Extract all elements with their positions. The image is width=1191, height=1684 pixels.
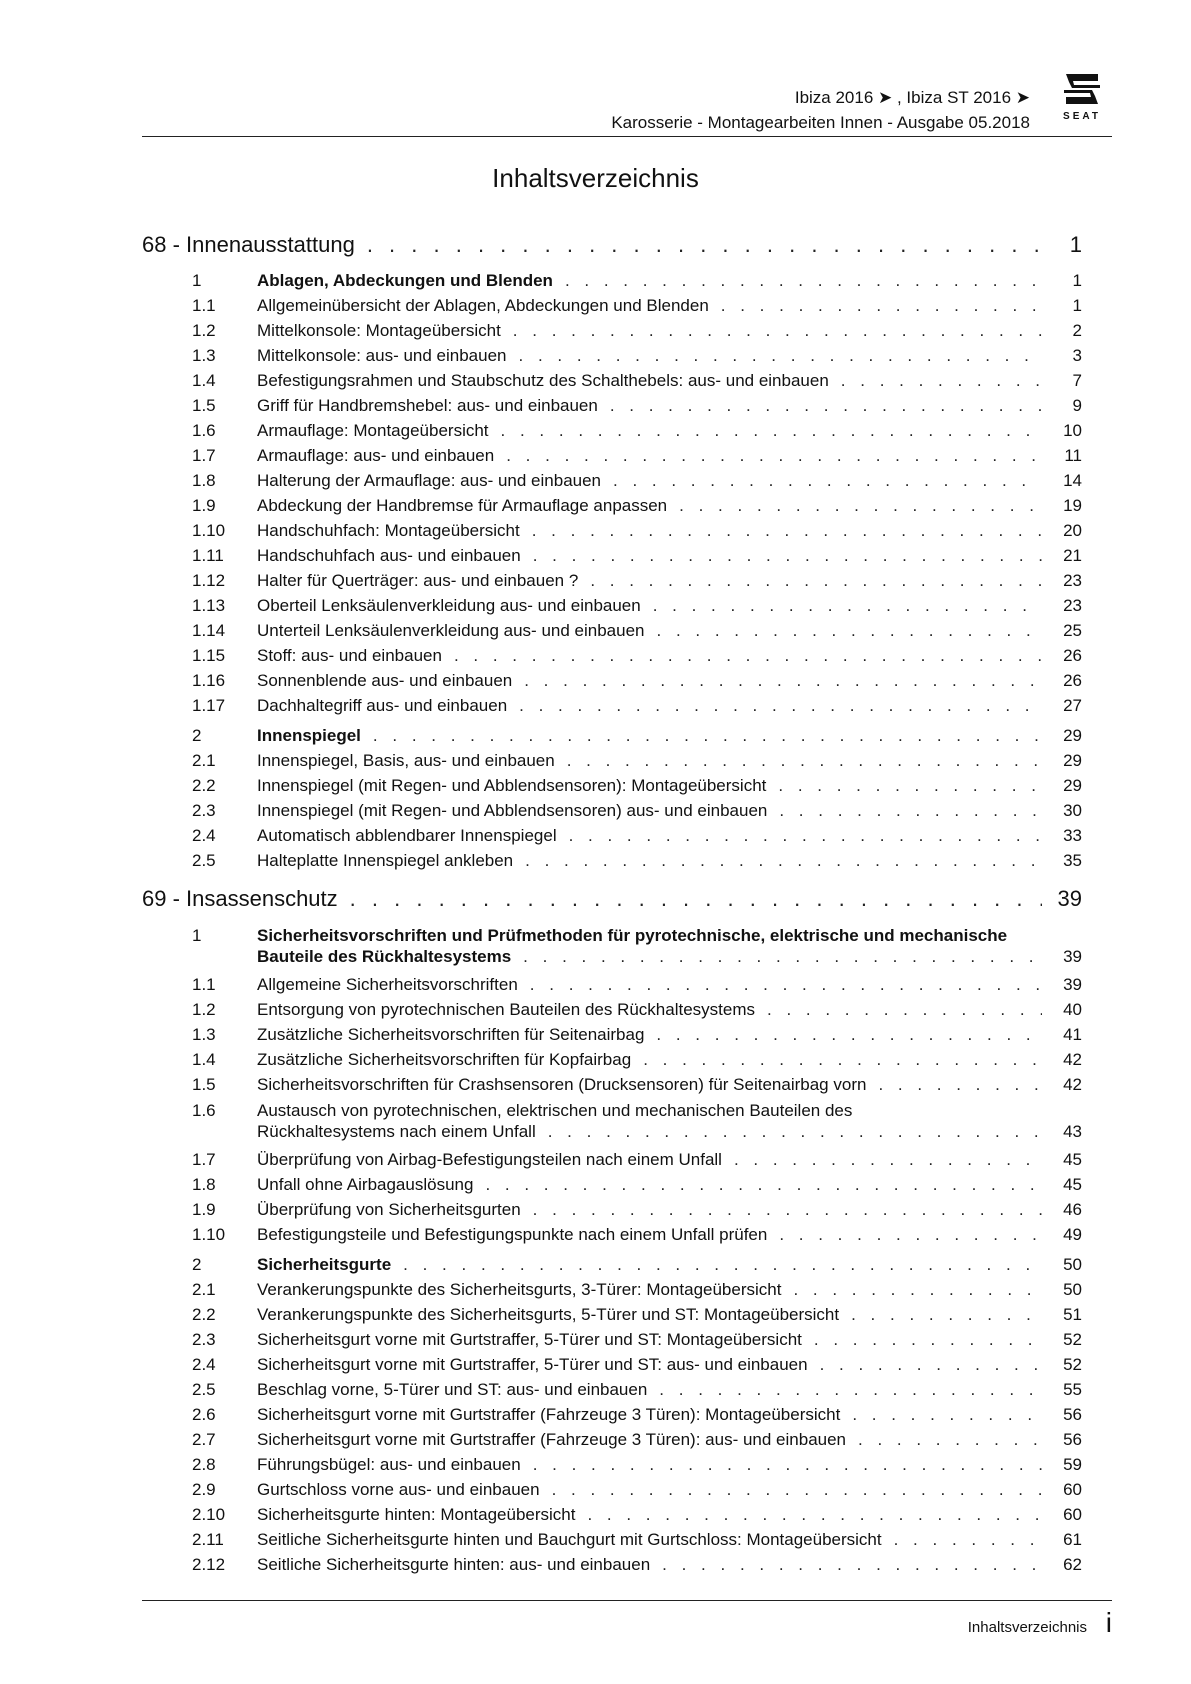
page-header xyxy=(142,70,1112,137)
entry-number: 2.5 xyxy=(192,851,216,870)
entry-page: 61 xyxy=(1063,1530,1082,1549)
entry-title: Sicherheitsgurt vorne mit Gurtstraffer (Fahrzeuge 3 Türen): aus- und einbauen xyxy=(257,1430,847,1449)
entry-number: 2.10 xyxy=(192,1505,226,1524)
dot-leader xyxy=(650,1555,1042,1575)
toc-entry[interactable] xyxy=(142,446,1082,471)
toc-entry[interactable] xyxy=(142,496,1082,521)
dot-leader xyxy=(501,321,1042,341)
entry-page: 56 xyxy=(1063,1430,1082,1449)
entry-page: 27 xyxy=(1063,696,1082,715)
toc-entry[interactable] xyxy=(142,696,1082,721)
entry-title: Überprüfung von Airbag-Befestigungsteilen nach einem Unfall xyxy=(257,1150,722,1169)
dot-leader xyxy=(722,1150,1042,1170)
entry-title: Unfall ohne Airbagauslösung xyxy=(257,1175,474,1194)
entry-page: 50 xyxy=(1063,1280,1082,1299)
dot-leader xyxy=(709,296,1042,316)
entry-number: 2 xyxy=(192,1255,202,1274)
entry-title: Abdeckung der Handbremse für Armauflage anpassen xyxy=(257,496,668,515)
entry-title: Gurtschloss vorne aus- und einbauen xyxy=(257,1480,540,1499)
entry-title: Mittelkonsole: aus- und einbauen xyxy=(257,346,507,365)
toc-entry[interactable] xyxy=(142,546,1082,571)
dot-leader xyxy=(829,371,1042,391)
toc-entry[interactable] xyxy=(142,346,1082,371)
entry-page: 55 xyxy=(1063,1380,1082,1399)
entry-page: 25 xyxy=(1063,621,1082,640)
toc-entry[interactable] xyxy=(142,471,1082,496)
chapter-page: 39 xyxy=(1057,886,1082,911)
entry-title: Armauflage: Montageübersicht xyxy=(257,421,489,440)
entry-page: 52 xyxy=(1063,1330,1082,1349)
chapter-title: 69 - Insassenschutz xyxy=(142,886,338,911)
entry-number: 1.16 xyxy=(192,671,226,690)
page-footer xyxy=(142,1600,1112,1638)
toc-entry[interactable] xyxy=(142,1000,1082,1025)
entry-number: 1.12 xyxy=(192,571,226,590)
document-title: Inhaltsverzeichnis xyxy=(492,163,699,193)
entry-title: Zusätzliche Sicherheitsvorschriften für Kopfairbag xyxy=(257,1050,632,1069)
entry-title: Armauflage: aus- und einbauen xyxy=(257,446,495,465)
dot-leader xyxy=(882,1530,1042,1550)
entry-page: 26 xyxy=(1063,671,1082,690)
toc-entry[interactable] xyxy=(142,571,1082,596)
entry-page: 23 xyxy=(1063,596,1082,615)
entry-page: 42 xyxy=(1063,1050,1082,1069)
entry-page: 39 xyxy=(1063,947,1082,966)
dot-leader xyxy=(494,446,1042,466)
seat-s-icon xyxy=(1052,72,1112,106)
dot-leader xyxy=(513,851,1042,871)
dot-leader xyxy=(521,546,1042,566)
dot-leader xyxy=(507,346,1043,366)
dot-leader xyxy=(473,1175,1042,1195)
entry-number: 1.1 xyxy=(192,975,216,994)
entry-number: 2.11 xyxy=(192,1530,224,1549)
dot-leader xyxy=(645,621,1043,641)
entry-number: 2.2 xyxy=(192,1305,216,1324)
toc-entry[interactable] xyxy=(142,1505,1082,1530)
entry-number: 1.4 xyxy=(192,1050,216,1069)
entry-page: 21 xyxy=(1063,546,1082,565)
entry-number: 1.8 xyxy=(192,471,216,490)
dot-leader xyxy=(521,1200,1042,1220)
toc-entry-line xyxy=(257,947,1082,969)
dot-leader xyxy=(489,421,1042,441)
entry-number: 2.4 xyxy=(192,1355,216,1374)
dot-leader xyxy=(578,571,1042,591)
entry-title: Automatisch abblendbarer Innenspiegel xyxy=(257,826,557,845)
toc-entry[interactable] xyxy=(142,1100,1082,1150)
entry-page: 20 xyxy=(1063,521,1082,540)
entry-title: Innenspiegel (mit Regen- und Abblendsensoren): Montageübersicht xyxy=(257,776,767,795)
dot-leader xyxy=(755,1000,1042,1020)
entry-number: 1.15 xyxy=(192,646,226,665)
entry-page: 62 xyxy=(1063,1555,1082,1574)
toc-entry[interactable] xyxy=(142,1455,1082,1480)
entry-page: 43 xyxy=(1063,1122,1082,1141)
dot-leader xyxy=(557,826,1042,846)
entry-title: Allgemeinübersicht der Ablagen, Abdeckungen und Blenden xyxy=(257,296,709,315)
dot-leader xyxy=(647,1380,1042,1400)
entry-number: 1.6 xyxy=(192,1101,216,1120)
dot-leader xyxy=(512,671,1042,691)
dot-leader xyxy=(767,1225,1042,1245)
entry-title: Seitliche Sicherheitsgurte hinten und Bauchgurt mit Gurtschloss: Montageübersicht xyxy=(257,1530,882,1549)
entry-number: 1.7 xyxy=(192,1150,216,1169)
entry-title: Oberteil Lenksäulenverkleidung aus- und einbauen xyxy=(257,596,641,615)
entry-page: 7 xyxy=(1072,371,1082,390)
toc-entry[interactable] xyxy=(142,296,1082,321)
entry-number: 2.9 xyxy=(192,1480,216,1499)
entry-page: 50 xyxy=(1063,1255,1082,1274)
toc-entry[interactable] xyxy=(142,671,1082,696)
entry-title: Innenspiegel xyxy=(257,726,361,745)
dot-leader xyxy=(540,1480,1042,1500)
table-of-contents xyxy=(142,232,1082,1580)
dot-leader xyxy=(766,776,1042,796)
entry-title: Sicherheitsgurt vorne mit Gurtstraffer (Fahrzeuge 3 Türen): Montageübersicht xyxy=(257,1405,841,1424)
entry-number: 2.4 xyxy=(192,826,216,845)
toc-chapter[interactable] xyxy=(142,886,1082,920)
dot-leader xyxy=(338,886,1042,912)
entry-number: 1.13 xyxy=(192,596,226,615)
entry-page: 59 xyxy=(1063,1455,1082,1474)
header-subtitle: Karosserie - Montagearbeiten Innen - Ausgabe 05.2018 xyxy=(611,113,1030,132)
entry-number: 1.1 xyxy=(192,296,216,315)
entry-number: 1.4 xyxy=(192,371,216,390)
dot-leader xyxy=(839,1305,1042,1325)
toc-entry[interactable] xyxy=(142,1150,1082,1175)
toc-entry[interactable] xyxy=(142,521,1082,546)
entry-title: Sicherheitsvorschriften und Prüfmethoden für pyrotechnische, elektrische und mechanische xyxy=(257,926,1008,945)
entry-number: 1.5 xyxy=(192,396,216,415)
dot-leader xyxy=(802,1330,1042,1350)
toc-entry[interactable] xyxy=(142,925,1082,975)
dot-leader xyxy=(536,1122,1042,1142)
toc-entry[interactable] xyxy=(142,751,1082,776)
entry-title: Überprüfung von Sicherheitsgurten xyxy=(257,1200,521,1219)
dot-leader xyxy=(355,232,1042,258)
entry-title: Stoff: aus- und einbauen xyxy=(257,646,442,665)
entry-title: Innenspiegel, Basis, aus- und einbauen xyxy=(257,751,555,770)
entry-page: 39 xyxy=(1063,975,1082,994)
toc-entry[interactable] xyxy=(142,396,1082,421)
dot-leader xyxy=(598,396,1042,416)
entry-title: Halter für Querträger: aus- und einbauen ? xyxy=(257,571,579,590)
entry-number: 1.10 xyxy=(192,1225,226,1244)
header-models: Ibiza 2016 ➤ , Ibiza ST 2016 ➤ xyxy=(794,88,1030,107)
entry-number: 2.3 xyxy=(192,1330,216,1349)
entry-page: 29 xyxy=(1063,751,1082,770)
toc-chapter[interactable] xyxy=(142,232,1082,266)
dot-leader xyxy=(767,801,1042,821)
entry-page: 45 xyxy=(1063,1150,1082,1169)
entry-page: 35 xyxy=(1063,851,1082,870)
toc-entry[interactable] xyxy=(142,1305,1082,1330)
toc-entry[interactable] xyxy=(142,271,1082,296)
toc-entry[interactable] xyxy=(142,1530,1082,1555)
toc-entry[interactable] xyxy=(142,1280,1082,1305)
entry-title: Halteplatte Innenspiegel ankleben xyxy=(257,851,514,870)
toc-entry-line xyxy=(142,1100,1082,1122)
entry-number: 2.8 xyxy=(192,1455,216,1474)
entry-title: Unterteil Lenksäulenverkleidung aus- und einbauen xyxy=(257,621,645,640)
entry-title: Sonnenblende aus- und einbauen xyxy=(257,671,513,690)
toc-entry[interactable] xyxy=(142,1380,1082,1405)
toc-entry[interactable] xyxy=(142,596,1082,621)
dot-leader xyxy=(846,1430,1042,1450)
entry-number: 1.9 xyxy=(192,496,216,515)
entry-page: 46 xyxy=(1063,1200,1082,1219)
toc-entry[interactable] xyxy=(142,826,1082,851)
entry-title: Innenspiegel (mit Regen- und Abblendsensoren) aus- und einbauen xyxy=(257,801,768,820)
entry-title: Handschuhfach: Montageübersicht xyxy=(257,521,520,540)
entry-number: 1.8 xyxy=(192,1175,216,1194)
dot-leader xyxy=(555,751,1042,771)
toc-entry[interactable] xyxy=(142,1225,1082,1250)
entry-page: 30 xyxy=(1063,801,1082,820)
toc-entry[interactable] xyxy=(142,1330,1082,1355)
entry-page: 45 xyxy=(1063,1175,1082,1194)
toc-entry[interactable] xyxy=(142,726,1082,751)
entry-number: 1.11 xyxy=(192,546,224,565)
entry-number: 1.2 xyxy=(192,1000,216,1019)
dot-leader xyxy=(641,596,1042,616)
entry-page: 11 xyxy=(1064,446,1082,465)
entry-page: 3 xyxy=(1072,346,1082,365)
entry-title: Allgemeine Sicherheitsvorschriften xyxy=(257,975,518,994)
entry-page: 49 xyxy=(1063,1225,1082,1244)
entry-number: 2.12 xyxy=(192,1555,226,1574)
entry-page: 56 xyxy=(1063,1405,1082,1424)
dot-leader xyxy=(391,1255,1042,1275)
toc-entry[interactable] xyxy=(142,1430,1082,1455)
toc-entry[interactable] xyxy=(142,1480,1082,1505)
toc-entry[interactable] xyxy=(142,801,1082,826)
dot-leader xyxy=(507,696,1042,716)
toc-entry[interactable] xyxy=(142,371,1082,396)
dot-leader xyxy=(644,1025,1042,1045)
entry-page: 51 xyxy=(1063,1305,1082,1324)
entry-title: Befestigungsteile und Befestigungspunkte nach einem Unfall prüfen xyxy=(257,1225,768,1244)
entry-number: 2 xyxy=(192,726,202,745)
entry-title: Mittelkonsole: Montageübersicht xyxy=(257,321,501,340)
seat-logo xyxy=(1052,72,1112,122)
dot-leader xyxy=(361,726,1042,746)
entry-number: 1.7 xyxy=(192,446,216,465)
entry-title: Entsorgung von pyrotechnischen Bauteilen des Rückhaltesystems xyxy=(257,1000,756,1019)
entry-page: 10 xyxy=(1063,421,1082,440)
dot-leader xyxy=(601,471,1042,491)
entry-title: Verankerungspunkte des Sicherheitsgurts, 3-Türer: Montageübersicht xyxy=(257,1280,782,1299)
entry-number: 1.6 xyxy=(192,421,216,440)
dot-leader xyxy=(520,521,1042,541)
entry-number: 1 xyxy=(192,926,202,945)
entry-page: 1 xyxy=(1072,271,1082,290)
toc-entry[interactable] xyxy=(142,1175,1082,1200)
toc-entry[interactable] xyxy=(142,776,1082,801)
entry-number: 1.2 xyxy=(192,321,216,340)
toc-entry[interactable] xyxy=(142,621,1082,646)
toc-entry[interactable] xyxy=(142,1200,1082,1225)
entry-number: 2.7 xyxy=(192,1430,216,1449)
dot-leader xyxy=(781,1280,1042,1300)
entry-title: Sicherheitsgurt vorne mit Gurtstraffer, 5-Türer und ST: aus- und einbauen xyxy=(257,1355,808,1374)
dot-leader xyxy=(553,271,1042,291)
entry-page: 41 xyxy=(1063,1025,1082,1044)
entry-number: 2.1 xyxy=(192,751,216,770)
dot-leader xyxy=(808,1355,1042,1375)
dot-leader xyxy=(840,1405,1042,1425)
entry-title-continued: Rückhaltesystems nach einem Unfall xyxy=(257,1122,536,1141)
entry-page: 60 xyxy=(1063,1480,1082,1499)
toc-entry[interactable] xyxy=(142,1025,1082,1050)
dot-leader xyxy=(521,1455,1042,1475)
dot-leader xyxy=(442,646,1042,666)
entry-number: 2.6 xyxy=(192,1405,216,1424)
entry-title: Ablagen, Abdeckungen und Blenden xyxy=(257,271,553,290)
entry-page: 9 xyxy=(1072,396,1082,415)
seat-logo-text: SEAT xyxy=(1063,111,1101,122)
entry-number: 1.10 xyxy=(192,521,226,540)
entry-number: 2.5 xyxy=(192,1380,216,1399)
toc-entry[interactable] xyxy=(142,1355,1082,1380)
chapter-title: 68 - Innenausstattung xyxy=(142,232,355,257)
entry-title: Austausch von pyrotechnischen, elektrischen und mechanischen Bauteilen des xyxy=(257,1101,853,1120)
toc-entry[interactable] xyxy=(142,1405,1082,1430)
toc-entry[interactable] xyxy=(142,646,1082,671)
entry-title: Sicherheitsgurt vorne mit Gurtstraffer, 5-Türer und ST: Montageübersicht xyxy=(257,1330,802,1349)
toc-entry[interactable] xyxy=(142,321,1082,346)
entry-number: 2.1 xyxy=(192,1280,216,1299)
toc-entry[interactable] xyxy=(142,1555,1082,1580)
entry-page: 1 xyxy=(1072,296,1082,315)
dot-leader xyxy=(518,975,1042,995)
entry-number: 1.9 xyxy=(192,1200,216,1219)
toc-entry[interactable] xyxy=(142,1255,1082,1280)
entry-number: 1.3 xyxy=(192,346,216,365)
dot-leader xyxy=(575,1505,1042,1525)
toc-entry[interactable] xyxy=(142,1050,1082,1075)
entry-number: 1.5 xyxy=(192,1075,216,1094)
chapter-page: 1 xyxy=(1069,232,1082,257)
toc-entry[interactable] xyxy=(142,975,1082,1000)
entry-page: 40 xyxy=(1063,1000,1082,1019)
entry-page: 29 xyxy=(1063,726,1082,745)
entry-number: 2.2 xyxy=(192,776,216,795)
toc-entry-line xyxy=(257,1122,1082,1144)
entry-page: 29 xyxy=(1063,776,1082,795)
dot-leader xyxy=(866,1075,1042,1095)
entry-title: Seitliche Sicherheitsgurte hinten: aus- und einbauen xyxy=(257,1555,651,1574)
entry-title-continued: Bauteile des Rückhaltesystems xyxy=(257,947,512,966)
entry-title: Griff für Handbremshebel: aus- und einbauen xyxy=(257,396,598,415)
dot-leader xyxy=(511,947,1042,967)
entry-page: 19 xyxy=(1063,496,1082,515)
entry-number: 2.3 xyxy=(192,801,216,820)
entry-page: 2 xyxy=(1072,321,1082,340)
footer-page-number: i xyxy=(1105,1607,1112,1638)
entry-title: Zusätzliche Sicherheitsvorschriften für Seitenairbag xyxy=(257,1025,645,1044)
entry-title: Beschlag vorne, 5-Türer und ST: aus- und einbauen xyxy=(257,1380,648,1399)
toc-entry[interactable] xyxy=(142,851,1082,876)
dot-leader xyxy=(667,496,1042,516)
footer-label: Inhaltsverzeichnis xyxy=(967,1619,1087,1636)
entry-number: 1.17 xyxy=(192,696,226,715)
toc-entry-line xyxy=(142,925,1082,947)
toc-entry[interactable] xyxy=(142,421,1082,446)
entry-page: 23 xyxy=(1063,571,1082,590)
entry-page: 33 xyxy=(1063,826,1082,845)
entry-number: 1.3 xyxy=(192,1025,216,1044)
entry-title: Befestigungsrahmen und Staubschutz des Schalthebels: aus- und einbauen xyxy=(257,371,829,390)
entry-page: 14 xyxy=(1063,471,1082,490)
entry-title: Halterung der Armauflage: aus- und einbauen xyxy=(257,471,602,490)
entry-title: Führungsbügel: aus- und einbauen xyxy=(257,1455,521,1474)
dot-leader xyxy=(631,1050,1042,1070)
entry-page: 52 xyxy=(1063,1355,1082,1374)
entry-title: Sicherheitsgurte hinten: Montageübersicht xyxy=(257,1505,576,1524)
entry-page: 42 xyxy=(1063,1075,1082,1094)
entry-number: 1 xyxy=(192,271,202,290)
entry-page: 26 xyxy=(1063,646,1082,665)
entry-title: Sicherheitsvorschriften für Crashsensoren (Drucksensoren) für Seitenairbag vorn xyxy=(257,1075,867,1094)
entry-title: Sicherheitsgurte xyxy=(257,1255,392,1274)
entry-title: Verankerungspunkte des Sicherheitsgurts, 5-Türer und ST: Montageübersicht xyxy=(257,1305,840,1324)
entry-number: 1.14 xyxy=(192,621,226,640)
toc-entry[interactable] xyxy=(142,1075,1082,1100)
entry-title: Dachhaltegriff aus- und einbauen xyxy=(257,696,508,715)
entry-page: 60 xyxy=(1063,1505,1082,1524)
entry-title: Handschuhfach aus- und einbauen xyxy=(257,546,521,565)
